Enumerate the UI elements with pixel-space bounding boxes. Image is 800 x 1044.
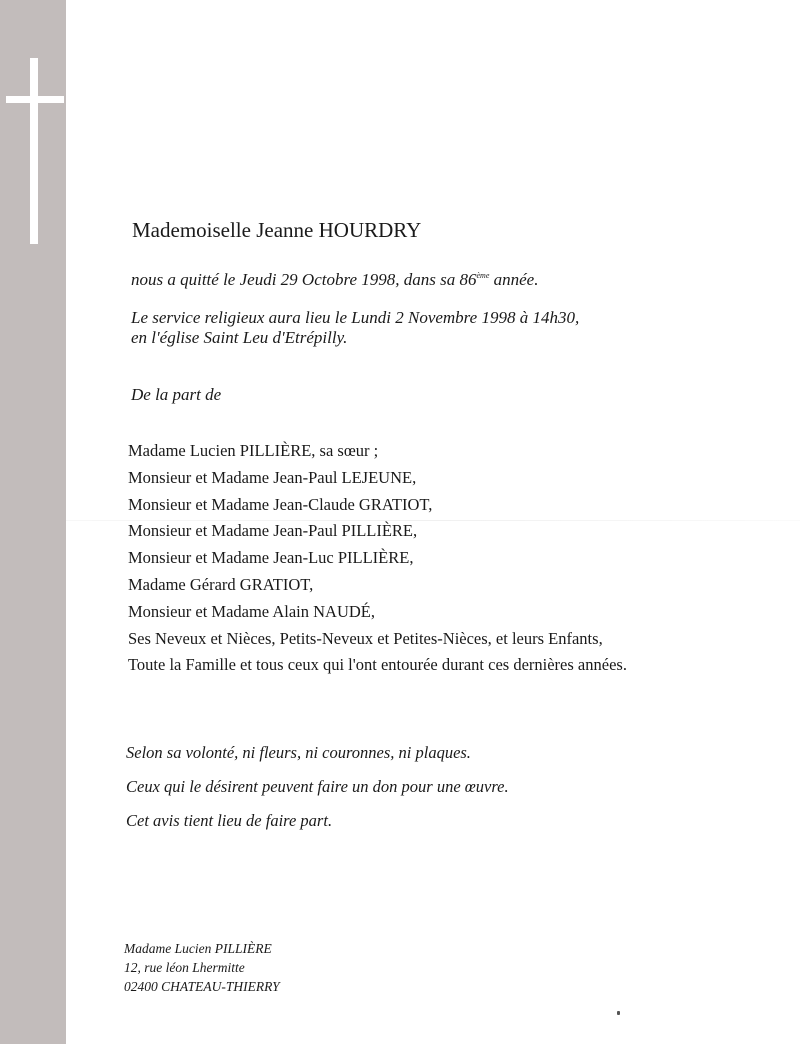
cross-icon-bar — [6, 96, 64, 103]
sender-street: 12, rue léon Lhermitte — [124, 960, 245, 975]
sender-name: Madame Lucien PILLIÈRE — [124, 941, 272, 956]
service-info — [131, 308, 579, 348]
sender-city: 02400 CHATEAU-THIERRY — [124, 979, 280, 994]
intro-text: nous a quitté le Jeudi 29 Octobre 1998, dans sa 86 — [131, 270, 477, 289]
family-member: Ses Neveux et Nièces, Petits-Neveux et Petites-Nièces, et leurs Enfants, — [128, 628, 603, 648]
cross-icon — [30, 58, 38, 244]
deceased-title-prefix: Mademoiselle Jeanne — [132, 218, 314, 242]
service-location: en l'église Saint Leu d'Etrépilly. — [131, 328, 348, 347]
side-band — [0, 0, 66, 1044]
family-member: Monsieur et Madame Jean-Luc PILLIÈRE, — [128, 548, 414, 568]
deceased-surname: HOURDRY — [318, 218, 422, 242]
notes-block — [126, 743, 509, 845]
no-flowers-note: Selon sa volonté, ni fleurs, ni couronnes, ni plaques. — [126, 743, 471, 762]
intro-ordinal: ème — [476, 271, 490, 280]
family-member: Monsieur et Madame Jean-Paul PILLIÈRE, — [128, 521, 418, 541]
family-member: Toute la Famille et tous ceux qui l'ont entourée durant ces dernières années. — [128, 655, 627, 675]
family-member: Monsieur et Madame Jean-Claude GRATIOT, — [128, 494, 433, 514]
service-line: Le service religieux aura lieu le Lundi 2 Novembre 1998 à 14h30, — [131, 308, 580, 327]
donation-note: Ceux qui le désirent peuvent faire un don pour une œuvre. — [126, 777, 509, 796]
intro-tail: année. — [489, 270, 539, 289]
deceased-name — [132, 218, 421, 243]
scan-speck — [617, 1011, 620, 1015]
notice-note: Cet avis tient lieu de faire part. — [126, 811, 333, 830]
family-member: Monsieur et Madame Jean-Paul LEJEUNE, — [128, 467, 417, 487]
family-member: Madame Gérard GRATIOT, — [128, 574, 314, 594]
death-announcement — [131, 270, 538, 290]
family-list — [128, 441, 627, 682]
family-member: Madame Lucien PILLIÈRE, sa sœur ; — [128, 441, 379, 460]
from-label: De la part de — [131, 385, 222, 404]
sender-address — [124, 939, 280, 996]
family-member: Monsieur et Madame Alain NAUDÉ, — [128, 601, 375, 621]
